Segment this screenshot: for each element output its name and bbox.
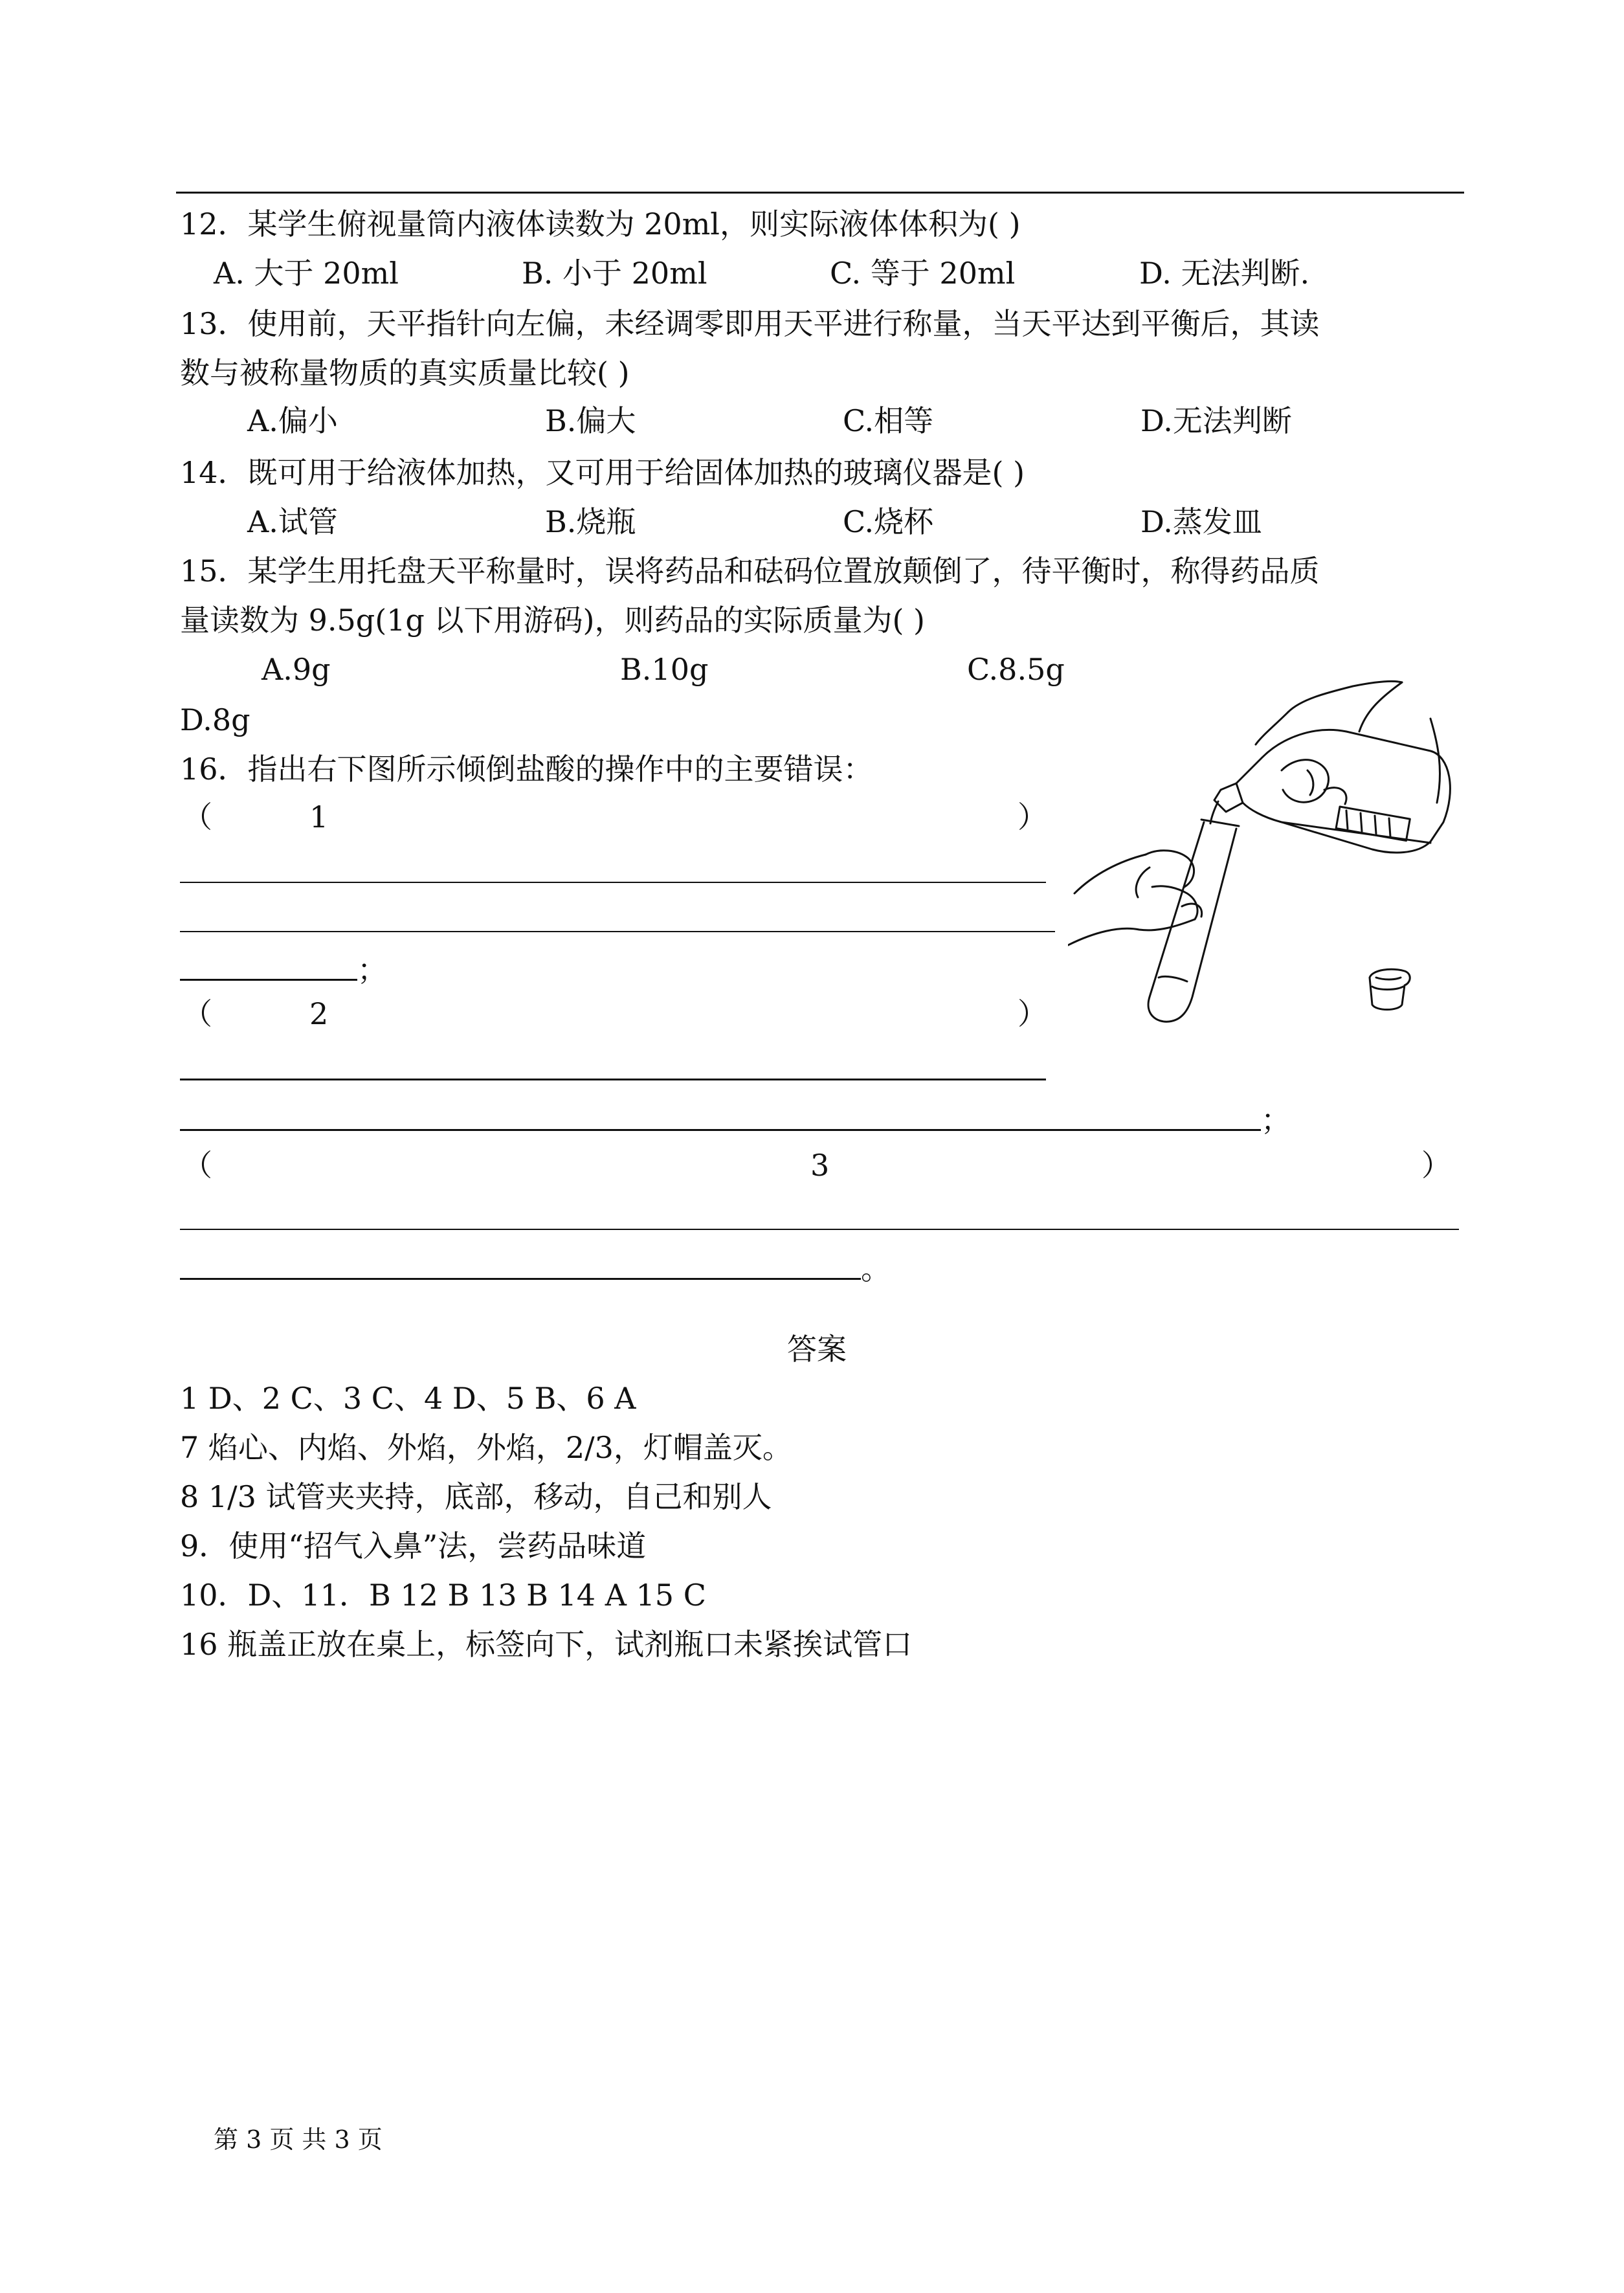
answer-line — [180, 979, 357, 981]
q12-option-c: C. 等于 20ml — [830, 256, 1016, 291]
q12-stem: 12．某学生俯视量筒内液体读数为 20ml，则实际液体体积为( ) — [180, 207, 1021, 241]
pouring-acid-illustration — [1068, 673, 1456, 1036]
answer-line-4: 9．使用“招气入鼻”法，尝药品味道 — [180, 1528, 647, 1563]
q16-blank3-period: 。 — [861, 1251, 891, 1286]
q13-option-a: A.偏小 — [247, 403, 338, 438]
answer-line-5: 10．D、11．B 12 B 13 B 14 A 15 C — [180, 1578, 706, 1613]
q13-option-d: D.无法判断 — [1140, 403, 1292, 438]
q16-blank3-paren-open: （ — [183, 1148, 212, 1183]
answer-line-3: 8 1/3 试管夹夹持，底部，移动，自己和别人 — [180, 1479, 772, 1514]
q15-option-b: B.10g — [620, 652, 709, 687]
page-number: 第 3 页 共 3 页 — [214, 2125, 383, 2154]
q16-blank1-paren-open: （ — [183, 800, 212, 834]
q12-option-d: D. 无法判断. — [1139, 256, 1310, 291]
q16-blank2-semicolon: ； — [1261, 1102, 1291, 1137]
q13-stem-line2: 数与被称量物质的真实质量比较( ) — [180, 355, 630, 390]
answer-line — [180, 931, 1055, 932]
q16-blank1-semicolon: ； — [357, 952, 387, 987]
q16-blank1-paren-close: ） — [1018, 800, 1047, 834]
q15-option-d: D.8g — [180, 702, 250, 737]
q16-blank2-paren-close: ） — [1018, 996, 1047, 1031]
q15-option-c: C.8.5g — [967, 652, 1065, 687]
answer-line — [180, 1278, 861, 1280]
q16-blank3-paren-close: ） — [1421, 1148, 1451, 1183]
q15-stem-line1: 15．某学生用托盘天平称量时，误将药品和砝码位置放颠倒了，待平衡时，称得药品质 — [180, 554, 1320, 588]
answer-line — [180, 1079, 1046, 1080]
q13-option-c: C.相等 — [843, 403, 934, 438]
answer-line — [180, 1129, 1261, 1131]
q16-blank1-number: 1 — [309, 800, 329, 834]
q14-option-b: B.烧瓶 — [545, 504, 636, 539]
q16-stem: 16．指出右下图所示倾倒盐酸的操作中的主要错误： — [180, 752, 873, 787]
q13-stem-line1: 13．使用前，天平指针向左偏，未经调零即用天平进行称量，当天平达到平衡后，其读 — [180, 306, 1320, 341]
q14-option-d: D.蒸发皿 — [1140, 504, 1262, 539]
q15-option-a: A.9g — [261, 652, 331, 687]
q14-option-c: C.烧杯 — [843, 504, 934, 539]
q13-option-b: B.偏大 — [545, 403, 636, 438]
q12-option-b: B. 小于 20ml — [522, 256, 707, 291]
answer-line-1: 1 D、2 C、3 C、4 D、5 B、6 A — [180, 1381, 636, 1416]
answer-line — [180, 882, 1046, 883]
answers-heading: 答案 — [787, 1332, 847, 1367]
answer-line — [180, 1229, 1459, 1230]
answer-line-6: 16 瓶盖正放在桌上，标签向下，试剂瓶口未紧挨试管口 — [180, 1627, 913, 1662]
q15-stem-line2: 量读数为 9.5g(1g 以下用游码)，则药品的实际质量为( ) — [180, 603, 925, 638]
q16-blank2-number: 2 — [309, 996, 329, 1031]
q12-option-a: A. 大于 20ml — [214, 256, 399, 291]
header-rule — [176, 192, 1464, 194]
q14-stem: 14．既可用于给液体加热，又可用于给固体加热的玻璃仪器是( ) — [180, 455, 1025, 490]
answer-line-2: 7 焰心、内焰、外焰，外焰，2/3，灯帽盖灭。 — [180, 1430, 792, 1465]
q14-option-a: A.试管 — [247, 504, 338, 539]
q16-blank2-paren-open: （ — [183, 996, 212, 1031]
q16-blank3-number: 3 — [810, 1148, 830, 1183]
